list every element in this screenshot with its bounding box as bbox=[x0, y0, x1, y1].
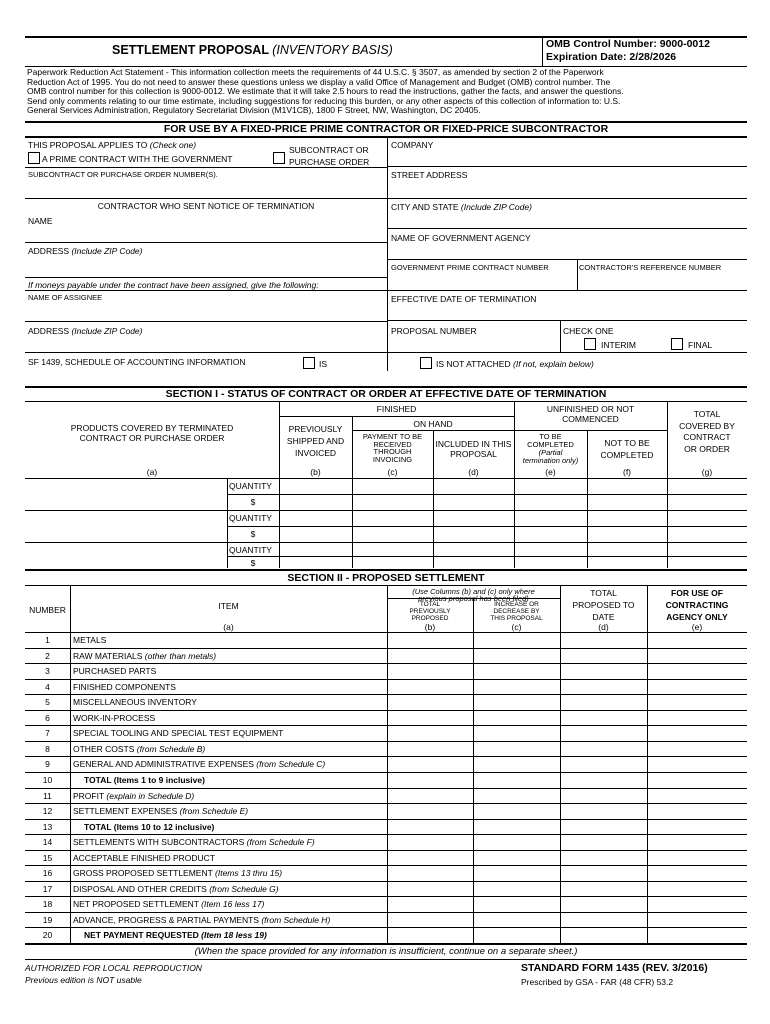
item-label: SETTLEMENT EXPENSES (from Schedule E) bbox=[73, 806, 249, 817]
amount-field-col-e bbox=[648, 804, 746, 818]
item-number: 16 bbox=[42, 868, 53, 879]
interim-checkbox[interactable] bbox=[584, 338, 596, 350]
not-to-be-completed-header: NOT TO BE COMPLETED bbox=[600, 438, 654, 460]
form-title: SETTLEMENT PROPOSAL (INVENTORY BASIS) bbox=[112, 43, 393, 57]
amount-field-col-c[interactable] bbox=[474, 726, 559, 740]
contractor-ref-label: CONTRACTOR'S REFERENCE NUMBER bbox=[579, 263, 722, 272]
amount-field-col-c[interactable] bbox=[474, 742, 559, 756]
agency-only-header: FOR USE OF CONTRACTING AGENCY ONLY bbox=[665, 588, 729, 622]
item-label: FINISHED COMPONENTS bbox=[73, 681, 176, 692]
final-checkbox[interactable] bbox=[671, 338, 683, 350]
company-label: COMPANY bbox=[391, 140, 434, 150]
space-note: (When the space provided for any information is insufficient, continue on a separate sheet.) bbox=[194, 946, 578, 957]
item-label: ADVANCE, PROGRESS & PARTIAL PAYMENTS (from Schedule H) bbox=[73, 914, 331, 925]
interim-label: INTERIM bbox=[601, 340, 636, 350]
amount-field-col-b[interactable] bbox=[388, 789, 472, 803]
col-b-label: (b) bbox=[310, 467, 321, 477]
amount-field-col-b[interactable] bbox=[388, 680, 472, 694]
usd-label-1: $ bbox=[250, 497, 256, 507]
paperwork-statement: Paperwork Reduction Act Statement - This information collection meets the requirements of 44 U.S.C. § 3507, as amended by section 2 of the Paperwork Reduction Act of 1995. You do not need to answer these questions unless we display a valid Office of Management and Budget (OMB) control number. The OMB control number for this collection is 9000-0012. We estimate that it will take 2.5 hours to read the instructions, gather the facts, and answer the questions. Send only comments relating to our time estimate, including suggestions for reducing this burden, or any other aspects of this collection of information to: U.S. General Services Administration, Regulatory Secretariat Division (M1V1CB), 1800 F Street, NW, Washington, DC 20405. bbox=[27, 67, 624, 115]
item-label: TOTAL (Items 1 to 9 inclusive) bbox=[84, 774, 205, 785]
item-label: PROFIT (explain in Schedule D) bbox=[73, 790, 195, 801]
prime-contract-label: A PRIME CONTRACT WITH THE GOVERNMENT bbox=[42, 154, 233, 164]
amount-field-col-b[interactable] bbox=[388, 742, 472, 756]
city-state-field[interactable] bbox=[388, 212, 746, 228]
amount-field-col-b[interactable] bbox=[388, 633, 472, 647]
amount-field-col-b[interactable] bbox=[388, 649, 472, 663]
col-d-label: (d) bbox=[468, 467, 479, 477]
usd-label-2: $ bbox=[250, 529, 256, 539]
amount-field-col-c[interactable] bbox=[474, 789, 559, 803]
item-number: 8 bbox=[45, 743, 50, 754]
item-label: TOTAL (Items 10 to 12 inclusive) bbox=[84, 821, 215, 832]
item-number: 13 bbox=[42, 821, 53, 832]
item-number: 14 bbox=[42, 837, 53, 848]
city-state-label: CITY AND STATE (Include ZIP Code) bbox=[391, 202, 532, 212]
amount-field-col-d[interactable] bbox=[561, 695, 646, 709]
subcontract-numbers-field[interactable] bbox=[26, 180, 386, 198]
assigned-note: If moneys payable under the contract have been assigned, give the following: bbox=[28, 280, 319, 290]
item-label: GROSS PROPOSED SETTLEMENT (Items 13 thru 15) bbox=[73, 868, 283, 879]
amount-field-col-e bbox=[648, 742, 746, 756]
amount-field-col-e bbox=[648, 711, 746, 725]
item-number: 10 bbox=[42, 774, 53, 785]
amount-field-col-c[interactable] bbox=[474, 695, 559, 709]
item-label: RAW MATERIALS (other than metals) bbox=[73, 650, 217, 661]
amount-field-col-e bbox=[648, 866, 746, 880]
item-number: 3 bbox=[45, 666, 50, 677]
amount-field-col-c[interactable] bbox=[474, 664, 559, 678]
amount-field-col-e bbox=[648, 851, 746, 865]
gov-agency-field[interactable] bbox=[388, 243, 746, 259]
amount-field-col-e bbox=[648, 835, 746, 849]
amount-field-col-d[interactable] bbox=[561, 773, 646, 787]
finished-header: FINISHED bbox=[376, 404, 417, 414]
amount-field-col-d[interactable] bbox=[561, 711, 646, 725]
amount-field-col-c[interactable] bbox=[474, 928, 559, 942]
amount-field-col-d[interactable] bbox=[561, 789, 646, 803]
amount-field-col-d[interactable] bbox=[561, 851, 646, 865]
form-number: STANDARD FORM 1435 (REV. 3/2016) bbox=[521, 962, 708, 974]
amount-field-col-e bbox=[648, 928, 746, 942]
amount-field-col-d[interactable] bbox=[561, 757, 646, 771]
item-a-label: (a) bbox=[223, 622, 234, 632]
applies-to-label: THIS PROPOSAL APPLIES TO (Check one) bbox=[28, 140, 197, 150]
amount-field-col-d[interactable] bbox=[561, 928, 646, 942]
item-number: 4 bbox=[45, 681, 50, 692]
item-label: MISCELLANEOUS INVENTORY bbox=[73, 697, 197, 708]
amount-field-col-e bbox=[648, 649, 746, 663]
use-columns-note: (Use Columns (b) and (c) only where previous proposal has been filed) bbox=[412, 587, 535, 603]
col2-e-label: (e) bbox=[691, 622, 703, 632]
number-header: NUMBER bbox=[29, 605, 66, 615]
gov-prime-field[interactable] bbox=[388, 273, 576, 289]
item-number: 1 bbox=[45, 635, 50, 645]
contractor-address-label: ADDRESS (Include ZIP Code) bbox=[28, 246, 143, 256]
col2-b-label: (b) bbox=[424, 622, 436, 632]
prime-contract-checkbox[interactable] bbox=[28, 152, 40, 164]
amount-field-col-e bbox=[648, 789, 746, 803]
amount-field-col-e bbox=[648, 695, 746, 709]
omb-number: OMB Control Number: 9000-0012 bbox=[546, 38, 710, 50]
col-e-label: (e) bbox=[545, 467, 556, 477]
products-header: PRODUCTS COVERED BY TERMINATED CONTRACT OR PURCHASE ORDER bbox=[70, 423, 234, 443]
amount-field-col-c[interactable] bbox=[474, 913, 559, 927]
qty-label-2: QUANTITY bbox=[229, 513, 272, 523]
amount-field-col-b[interactable] bbox=[388, 757, 472, 771]
amount-field-col-b[interactable] bbox=[388, 773, 472, 787]
amount-field-col-c[interactable] bbox=[474, 757, 559, 771]
item-label: NET PAYMENT REQUESTED (Item 18 less 19) bbox=[84, 930, 267, 941]
amount-field-col-c[interactable] bbox=[474, 866, 559, 880]
previous-edition-text: Previous edition is NOT usable bbox=[25, 975, 142, 985]
item-label: OTHER COSTS (from Schedule B) bbox=[73, 743, 206, 754]
amount-field-col-d[interactable] bbox=[561, 742, 646, 756]
total-previously-header: TOTAL PREVIOUSLY PROPOSED bbox=[409, 601, 451, 622]
amount-field-col-e bbox=[648, 726, 746, 740]
payment-header: PAYMENT TO BE RECEIVED THROUGH INVOICING bbox=[362, 432, 423, 464]
unfinished-header: UNFINISHED OR NOT COMMENCED bbox=[546, 404, 635, 424]
effective-date-label: EFFECTIVE DATE OF TERMINATION bbox=[391, 294, 537, 304]
assignee-name-field[interactable] bbox=[26, 303, 386, 321]
amount-field-col-d[interactable] bbox=[561, 913, 646, 927]
subcontract-label-2: PURCHASE ORDER bbox=[289, 157, 370, 167]
sf1439-is-not-checkbox[interactable] bbox=[420, 357, 432, 369]
qty-label-3: QUANTITY bbox=[229, 545, 272, 555]
col-c-label: (c) bbox=[387, 467, 398, 477]
on-hand-header: ON HAND bbox=[413, 419, 453, 429]
proposal-number-field[interactable] bbox=[388, 336, 558, 352]
amount-field-col-c[interactable] bbox=[474, 851, 559, 865]
item-label: NET PROPOSED SETTLEMENT (Item 16 less 17) bbox=[73, 899, 265, 910]
amount-field-col-d[interactable] bbox=[561, 680, 646, 694]
amount-field-col-e bbox=[648, 757, 746, 771]
amount-field-col-e bbox=[648, 680, 746, 694]
amount-field-col-d[interactable] bbox=[561, 726, 646, 740]
amount-field-col-b[interactable] bbox=[388, 851, 472, 865]
amount-field-col-c[interactable] bbox=[474, 680, 559, 694]
item-number: 15 bbox=[42, 852, 53, 863]
qty-label-1: QUANTITY bbox=[229, 481, 272, 491]
amount-field-col-c[interactable] bbox=[474, 897, 559, 911]
amount-field-col-e bbox=[648, 882, 746, 896]
amount-field-col-d[interactable] bbox=[561, 882, 646, 896]
item-number: 12 bbox=[42, 806, 53, 817]
amount-field-col-e bbox=[648, 820, 746, 834]
contractor-name-label: NAME bbox=[28, 216, 53, 226]
col2-c-label: (c) bbox=[511, 622, 522, 632]
gov-agency-label: NAME OF GOVERNMENT AGENCY bbox=[391, 233, 531, 243]
col2-d-label: (d) bbox=[598, 622, 609, 632]
sf1439-is-not-label: IS NOT ATTACHED (If not, explain below) bbox=[436, 359, 594, 369]
amount-field-col-d[interactable] bbox=[561, 897, 646, 911]
contractor-notice-label: CONTRACTOR WHO SENT NOTICE OF TERMINATION bbox=[97, 201, 315, 211]
product-field-1[interactable] bbox=[26, 479, 226, 509]
item-label: DISPOSAL AND OTHER CREDITS (from Schedule G) bbox=[73, 883, 279, 894]
gov-prime-label: GOVERNMENT PRIME CONTRACT NUMBER bbox=[391, 263, 549, 272]
authorized-text: AUTHORIZED FOR LOCAL REPRODUCTION bbox=[25, 963, 202, 973]
item-header: ITEM bbox=[218, 601, 239, 611]
contractor-name-field[interactable] bbox=[26, 226, 386, 242]
increase-header: INCREASE OR DECREASE BY THIS PROPOSAL bbox=[490, 601, 543, 622]
included-header: INCLUDED IN THIS PROPOSAL bbox=[435, 439, 512, 459]
amount-field-col-b[interactable] bbox=[388, 820, 472, 834]
amount-field-col-c[interactable] bbox=[474, 820, 559, 834]
expiration-date: Expiration Date: 2/28/2026 bbox=[546, 51, 677, 63]
contractor-ref-field[interactable] bbox=[578, 273, 746, 289]
usd-label-3: $ bbox=[250, 558, 256, 568]
amount-field-col-c[interactable] bbox=[474, 835, 559, 849]
item-label: ACCEPTABLE FINISHED PRODUCT bbox=[73, 852, 216, 863]
item-number: 6 bbox=[45, 712, 50, 723]
amount-field-col-c[interactable] bbox=[474, 633, 559, 647]
item-number: 2 bbox=[45, 650, 50, 661]
total-to-date-header: TOTAL PROPOSED TO DATE bbox=[572, 588, 635, 622]
amount-field-col-c[interactable] bbox=[474, 711, 559, 725]
item-number: 17 bbox=[42, 883, 53, 894]
banner: FOR USE BY A FIXED-PRICE PRIME CONTRACTOR OR FIXED-PRICE SUBCONTRACTOR bbox=[163, 123, 609, 135]
item-number: 5 bbox=[45, 697, 50, 708]
amount-field-col-d[interactable] bbox=[561, 820, 646, 834]
amount-field-col-b[interactable] bbox=[388, 913, 472, 927]
amount-field-col-d[interactable] bbox=[561, 835, 646, 849]
amount-field-col-b[interactable] bbox=[388, 928, 472, 942]
amount-field-col-b[interactable] bbox=[388, 726, 472, 740]
item-number: 20 bbox=[42, 930, 53, 941]
amount-field-col-c[interactable] bbox=[474, 804, 559, 818]
subcontract-checkbox[interactable] bbox=[273, 152, 285, 164]
street-address-label: STREET ADDRESS bbox=[391, 170, 468, 180]
amount-field-col-d[interactable] bbox=[561, 664, 646, 678]
amount-field-col-e bbox=[648, 773, 746, 787]
assignee-address-label: ADDRESS (Include ZIP Code) bbox=[28, 326, 143, 336]
amount-field-col-e bbox=[648, 913, 746, 927]
section1-title: SECTION I - STATUS OF CONTRACT OR ORDER AT EFFECTIVE DATE OF TERMINATION bbox=[165, 388, 607, 400]
subcontract-label-1: SUBCONTRACT OR bbox=[289, 145, 369, 155]
prescribed-text: Prescribed by GSA - FAR (48 CFR) 53.2 bbox=[521, 977, 674, 987]
amount-field-col-b[interactable] bbox=[388, 835, 472, 849]
amount-field-col-e bbox=[648, 664, 746, 678]
assignee-name-label: NAME OF ASSIGNEE bbox=[28, 293, 103, 302]
amount-field-col-d[interactable] bbox=[561, 649, 646, 663]
item-label: PURCHASED PARTS bbox=[73, 666, 157, 677]
effective-date-field[interactable] bbox=[388, 304, 746, 320]
contractor-address-field[interactable] bbox=[26, 256, 386, 276]
amount-field-col-c[interactable] bbox=[474, 649, 559, 663]
amount-field-col-d[interactable] bbox=[561, 866, 646, 880]
item-label: METALS bbox=[73, 635, 107, 645]
check-one-label: CHECK ONE bbox=[563, 326, 614, 336]
amount-field-col-b[interactable] bbox=[388, 804, 472, 818]
product-field-2[interactable] bbox=[26, 511, 226, 541]
sf1439-is-label: IS bbox=[319, 359, 328, 369]
amount-field-col-b[interactable] bbox=[388, 866, 472, 880]
total-covered-header: TOTAL COVERED BY CONTRACT OR ORDER bbox=[679, 409, 735, 454]
amount-field-col-b[interactable] bbox=[388, 711, 472, 725]
amount-field-col-e bbox=[648, 633, 746, 647]
company-field[interactable] bbox=[388, 150, 746, 166]
product-field-3[interactable] bbox=[26, 543, 226, 567]
amount-field-col-c[interactable] bbox=[474, 882, 559, 896]
item-number: 7 bbox=[45, 728, 50, 739]
col-g-label: (g) bbox=[701, 467, 713, 477]
section2-title: SECTION II - PROPOSED SETTLEMENT bbox=[287, 572, 485, 584]
sf1439-label: SF 1439, SCHEDULE OF ACCOUNTING INFORMATION bbox=[28, 357, 246, 367]
item-label: GENERAL AND ADMINISTRATIVE EXPENSES (from Schedule C) bbox=[73, 759, 326, 770]
amount-field-col-b[interactable] bbox=[388, 897, 472, 911]
assignee-address-field[interactable] bbox=[26, 336, 386, 352]
item-number: 9 bbox=[45, 759, 50, 770]
subcontract-numbers-label: SUBCONTRACT OR PURCHASE ORDER NUMBER(S). bbox=[28, 170, 218, 179]
amount-field-col-b[interactable] bbox=[388, 664, 472, 678]
prev-shipped-header: PREVIOUSLY SHIPPED AND INVOICED bbox=[286, 424, 345, 458]
proposal-number-label: PROPOSAL NUMBER bbox=[391, 326, 477, 336]
amount-field-col-b[interactable] bbox=[388, 695, 472, 709]
item-label: SETTLEMENTS WITH SUBCONTRACTORS (from Schedule F) bbox=[73, 837, 315, 848]
final-label: FINAL bbox=[688, 340, 713, 350]
amount-field-col-e bbox=[648, 897, 746, 911]
item-label: WORK-IN-PROCESS bbox=[73, 712, 156, 723]
col-f-label: (f) bbox=[622, 467, 632, 477]
item-label: SPECIAL TOOLING AND SPECIAL TEST EQUIPMENT bbox=[73, 728, 284, 739]
item-number: 18 bbox=[42, 899, 53, 910]
sf1439-is-checkbox[interactable] bbox=[303, 357, 315, 369]
item-number: 11 bbox=[43, 790, 52, 801]
amount-field-col-d[interactable] bbox=[561, 633, 646, 647]
amount-field-col-d[interactable] bbox=[561, 804, 646, 818]
street-address-field[interactable] bbox=[388, 180, 746, 198]
to-be-completed-header: TO BE COMPLETED (Partial termination only) bbox=[522, 432, 579, 465]
item-number: 19 bbox=[42, 914, 53, 925]
amount-field-col-c[interactable] bbox=[474, 773, 559, 787]
amount-field-col-b[interactable] bbox=[388, 882, 472, 896]
col-a-label: (a) bbox=[146, 467, 158, 477]
